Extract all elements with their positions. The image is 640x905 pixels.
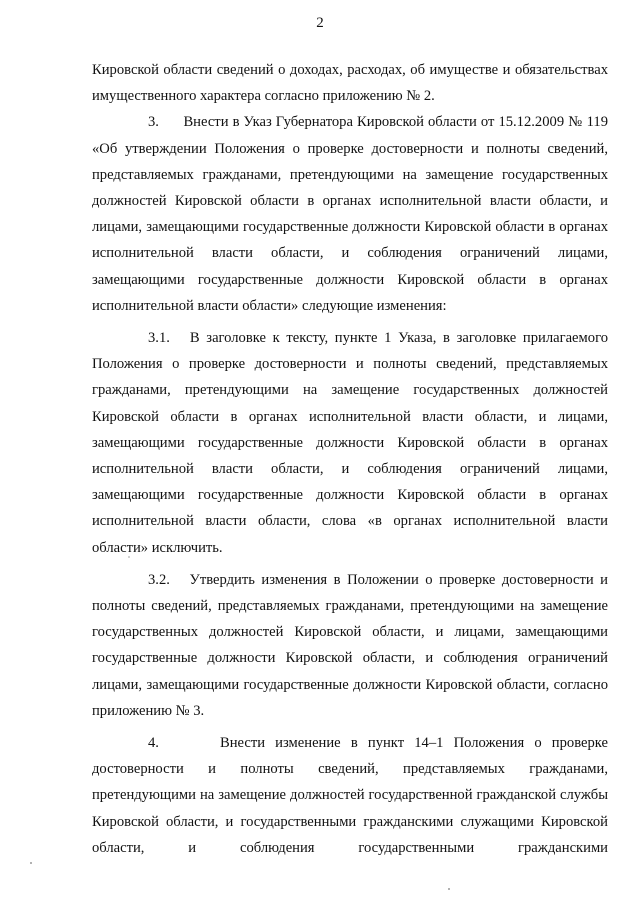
paragraph-item-3-2: 3.2. Утвердить изменения в Положении о проверке достоверности и полноты сведений, представляемых гражданами, претендующими на замещение государственных должностей Кировской области, и лицами, замещающими государственные должности Кировской области, и соблюдения ограничений лицами, замещающими государственные должности Кировской области, согласно приложению № 3. bbox=[92, 571, 608, 719]
paragraph-item-3-1: 3.1. В заголовке к тексту, пункте 1 Указа, в заголовке прилагаемого Положения о проверке достоверности и полноты сведений, представляемых гражданами, претендующими на замещение государственных должностей Кировской области в органах исполнительной власти области, и лицами, замещающими государственные должности Кировской области в органах исполнительной власти области, и соблюдения ограничений лицами, замещающими государственные должности Кировской области в органах исполнительной власти области, слова «в органах исполнительной власти области» исключить. bbox=[92, 330, 608, 556]
document-body bbox=[92, 57, 608, 861]
paragraph-item-4: 4. Внести изменение в пункт 14–1 Положения о проверке достоверности и полноты сведений, представляемых гражданами, претендующими на замещение должностей государственной гражданской службы Кировской области, и государственными гражданскими служащими Кировской области, и соблюдения государственными гражданскими bbox=[92, 735, 608, 856]
page-number: 2 bbox=[316, 15, 324, 31]
scan-speck bbox=[128, 556, 130, 558]
paragraph-continuation: Кировской области сведений о доходах, расходах, об имуществе и обязательствах имущественного характера согласно приложению № 2. bbox=[92, 62, 608, 105]
scan-speck bbox=[448, 888, 450, 890]
scan-speck bbox=[30, 862, 32, 864]
paragraph-item-3: 3. Внести в Указ Губернатора Кировской области от 15.12.2009 № 119 «Об утверждении Положения о проверке достоверности и полноты сведений, представляемых гражданами, претендующими на замещение государственных должностей Кировской области в органах исполнительной власти области, и лицами, замещающими государственные должности Кировской области в органах исполнительной власти области, и соблюдения ограничений лицами, замещающими государственные должности Кировской области в органах исполнительной власти области» следующие изменения: bbox=[92, 114, 608, 314]
